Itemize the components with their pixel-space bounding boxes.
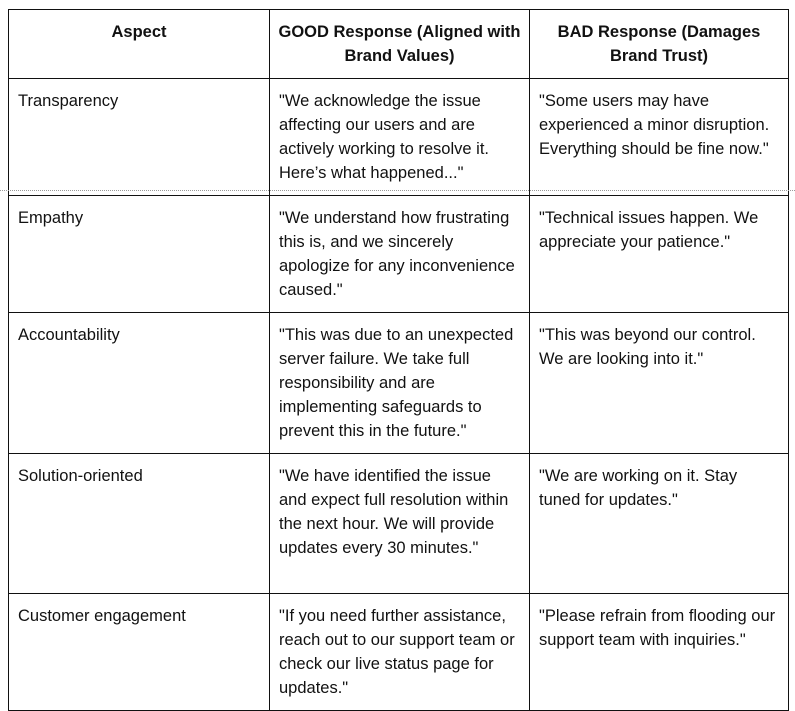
header-aspect: Aspect [9, 10, 270, 79]
aspect-cell: Empathy [9, 196, 270, 313]
bad-response-cell: "Some users may have experienced a minor disruption. Everything should be fine now." [530, 79, 789, 196]
header-bad-response: BAD Response (Damages Brand Trust) [530, 10, 789, 79]
table-row [9, 79, 789, 196]
aspect-cell: Accountability [9, 313, 270, 454]
table-row [9, 313, 789, 454]
aspect-cell: Solution-oriented [9, 454, 270, 594]
aspect-cell: Customer engagement [9, 594, 270, 711]
comparison-table [8, 9, 789, 711]
bad-response-cell: "Please refrain from flooding our support team with inquiries." [530, 594, 789, 711]
good-response-cell: "This was due to an unexpected server failure. We take full responsibility and are implementing safeguards to prevent this in the future." [270, 313, 530, 454]
header-good-response: GOOD Response (Aligned with Brand Values) [270, 10, 530, 79]
aspect-cell: Transparency [9, 79, 270, 196]
page-break-divider [0, 190, 795, 191]
good-response-cell: "We have identified the issue and expect full resolution within the next hour. We will provide updates every 30 minutes." [270, 454, 530, 594]
bad-response-cell: "Technical issues happen. We appreciate your patience." [530, 196, 789, 313]
table-row [9, 594, 789, 711]
good-response-cell: "We acknowledge the issue affecting our users and are actively working to resolve it. Here’s what happened..." [270, 79, 530, 196]
table-row [9, 196, 789, 313]
bad-response-cell: "This was beyond our control. We are looking into it." [530, 313, 789, 454]
good-response-cell: "We understand how frustrating this is, and we sincerely apologize for any inconvenience caused." [270, 196, 530, 313]
good-response-cell: "If you need further assistance, reach out to our support team or check our live status page for updates." [270, 594, 530, 711]
table-row [9, 454, 789, 594]
bad-response-cell: "We are working on it. Stay tuned for updates." [530, 454, 789, 594]
table-header-row [9, 10, 789, 79]
